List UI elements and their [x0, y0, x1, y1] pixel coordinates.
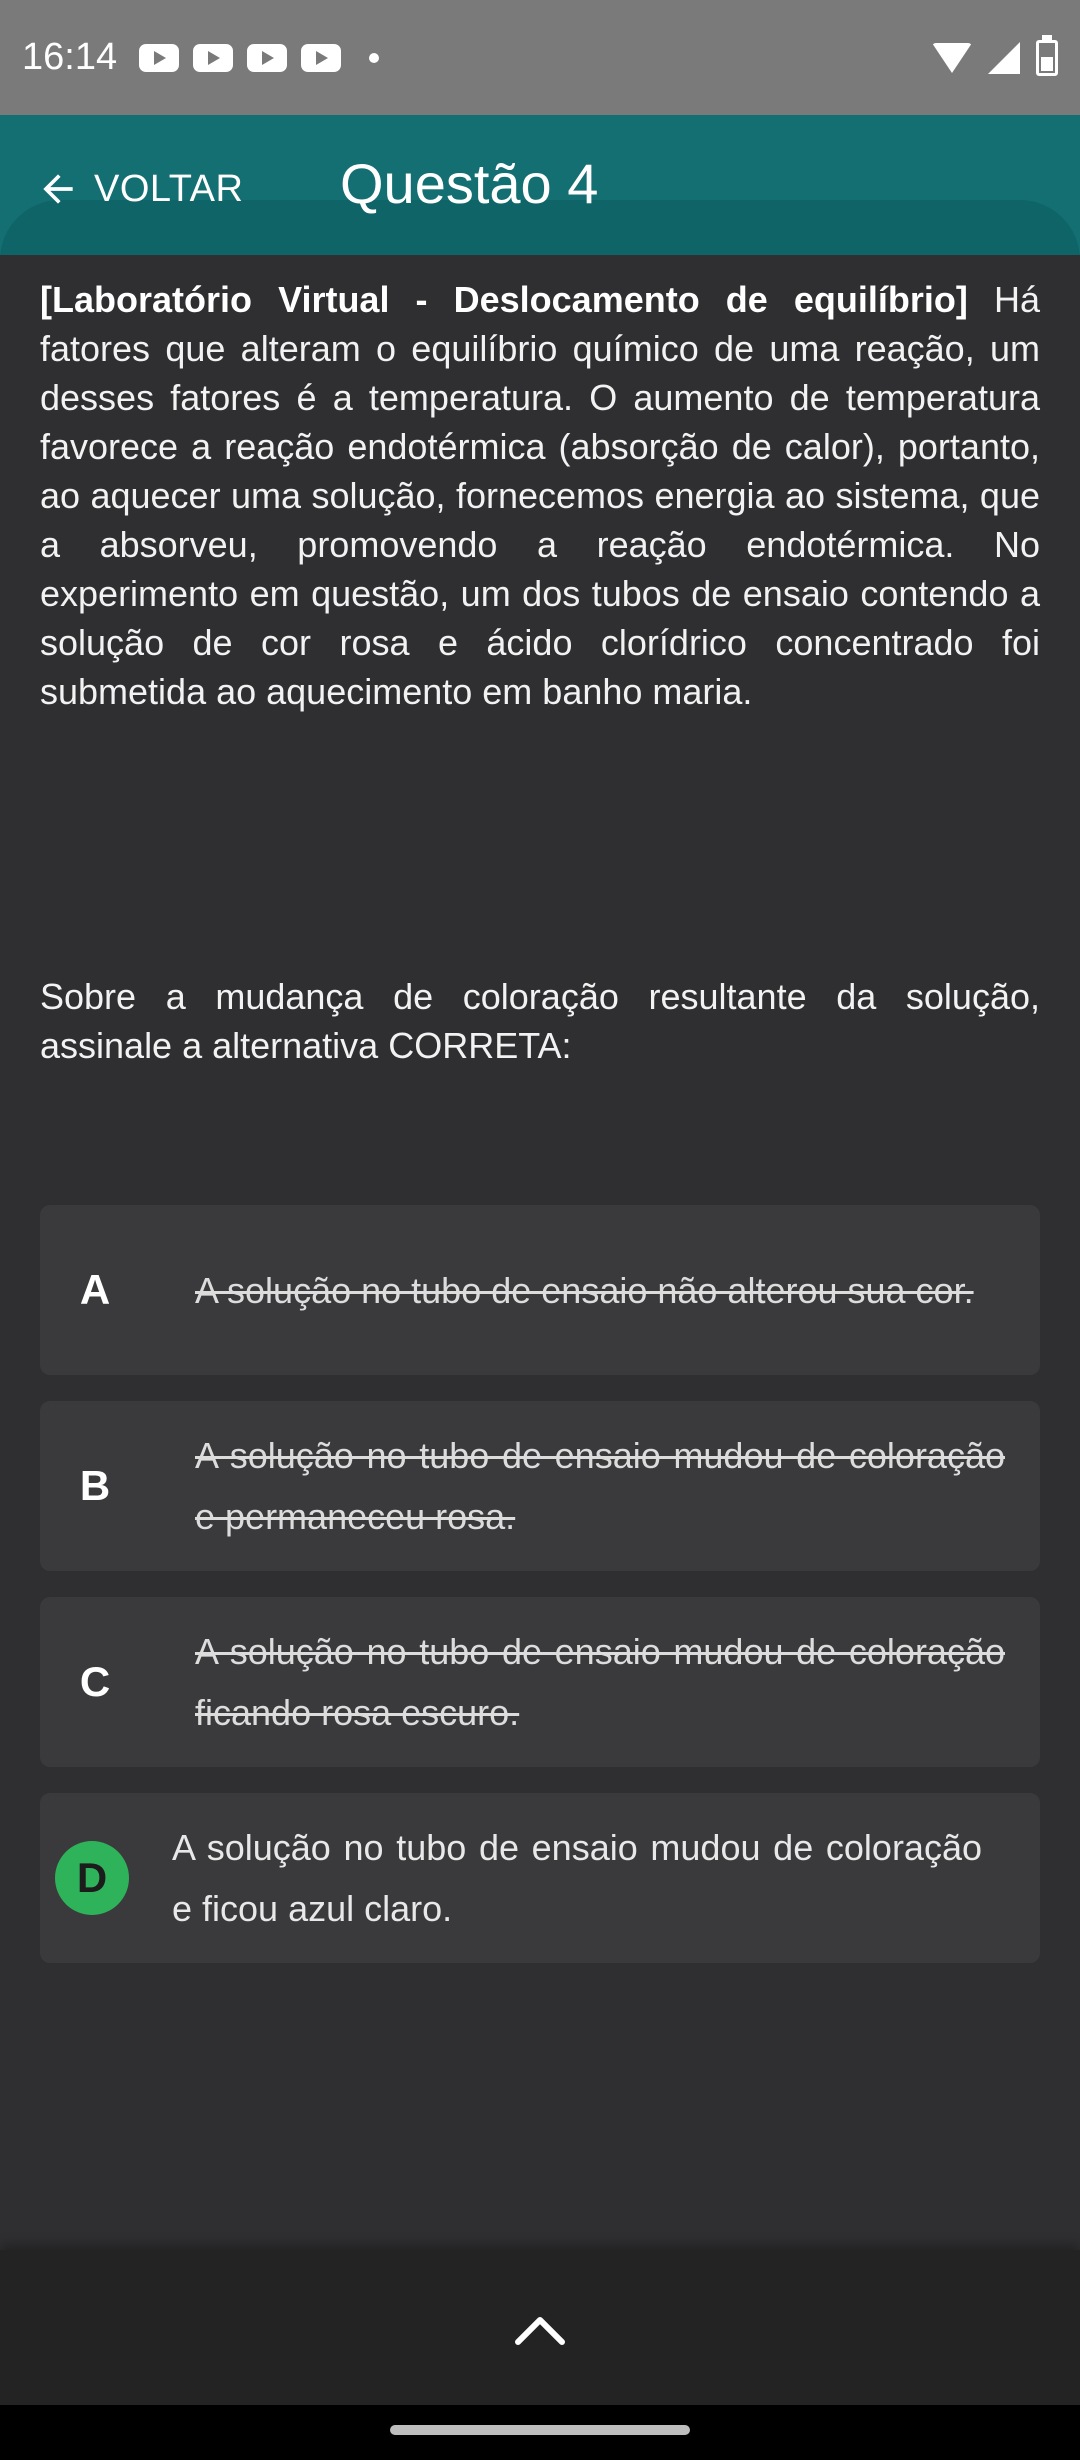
option-text: A solução no tubo de ensaio mudou de coloração e ficou azul claro.	[172, 1827, 982, 1929]
option-b[interactable]	[40, 1401, 1040, 1571]
option-c[interactable]	[40, 1597, 1040, 1767]
system-icons	[932, 40, 1058, 76]
system-navigation-bar	[0, 2405, 1080, 2460]
option-letter: A	[79, 1266, 111, 1313]
option-d[interactable]	[40, 1793, 1040, 1963]
back-button-label: VOLTAR	[94, 167, 244, 210]
battery-icon	[1036, 40, 1058, 76]
youtube-icon	[193, 44, 233, 72]
correct-answer-badge: D	[55, 1841, 129, 1915]
question-text	[40, 275, 1040, 716]
signal-icon	[988, 42, 1020, 74]
more-notifications-dot-icon	[369, 53, 379, 63]
app-header	[0, 115, 1080, 255]
question-tag: [Laboratório Virtual - Deslocamento de equilíbrio]	[40, 279, 968, 320]
option-text: A solução no tubo de ensaio mudou de coloração ficando rosa escuro.	[195, 1631, 1005, 1733]
arrow-left-icon	[36, 167, 80, 211]
back-button[interactable]	[36, 159, 243, 219]
status-bar	[0, 0, 1080, 115]
bottom-bar	[0, 2250, 1080, 2405]
notification-icons	[139, 44, 379, 72]
youtube-icon	[247, 44, 287, 72]
chevron-up-icon[interactable]	[514, 2310, 566, 2346]
page-title: Questão 4	[340, 152, 599, 215]
option-a[interactable]	[40, 1205, 1040, 1375]
home-gesture-handle[interactable]	[390, 2425, 690, 2435]
wifi-icon	[932, 43, 972, 73]
status-time: 16:14	[22, 36, 118, 78]
option-text: A solução no tubo de ensaio não alterou sua cor.	[195, 1269, 974, 1311]
option-text: A solução no tubo de ensaio mudou de coloração e permaneceu rosa.	[195, 1435, 1005, 1537]
answer-options	[40, 1205, 1040, 1989]
question-prompt: Sobre a mudança de coloração resultante da solução, assinale a alternativa CORRETA:	[40, 976, 1040, 1066]
option-letter: B	[79, 1462, 111, 1509]
youtube-icon	[301, 44, 341, 72]
question-content	[40, 275, 1040, 716]
question-body: Há fatores que alteram o equilíbrio químico de uma reação, um desses fatores é a temperatura. O aumento de temperatura favorece a reação endotérmica (absorção de calor), portanto, ao aquecer uma solução, fornecemos energia ao sistema, que a absorveu, promovendo a reação endotérmica. No experimento em questão, um dos tubos de ensaio contendo a solução de cor rosa e ácido clorídrico concentrado foi submetida ao aquecimento em banho maria.	[40, 279, 1040, 712]
option-letter: C	[79, 1658, 111, 1705]
youtube-icon	[139, 44, 179, 72]
